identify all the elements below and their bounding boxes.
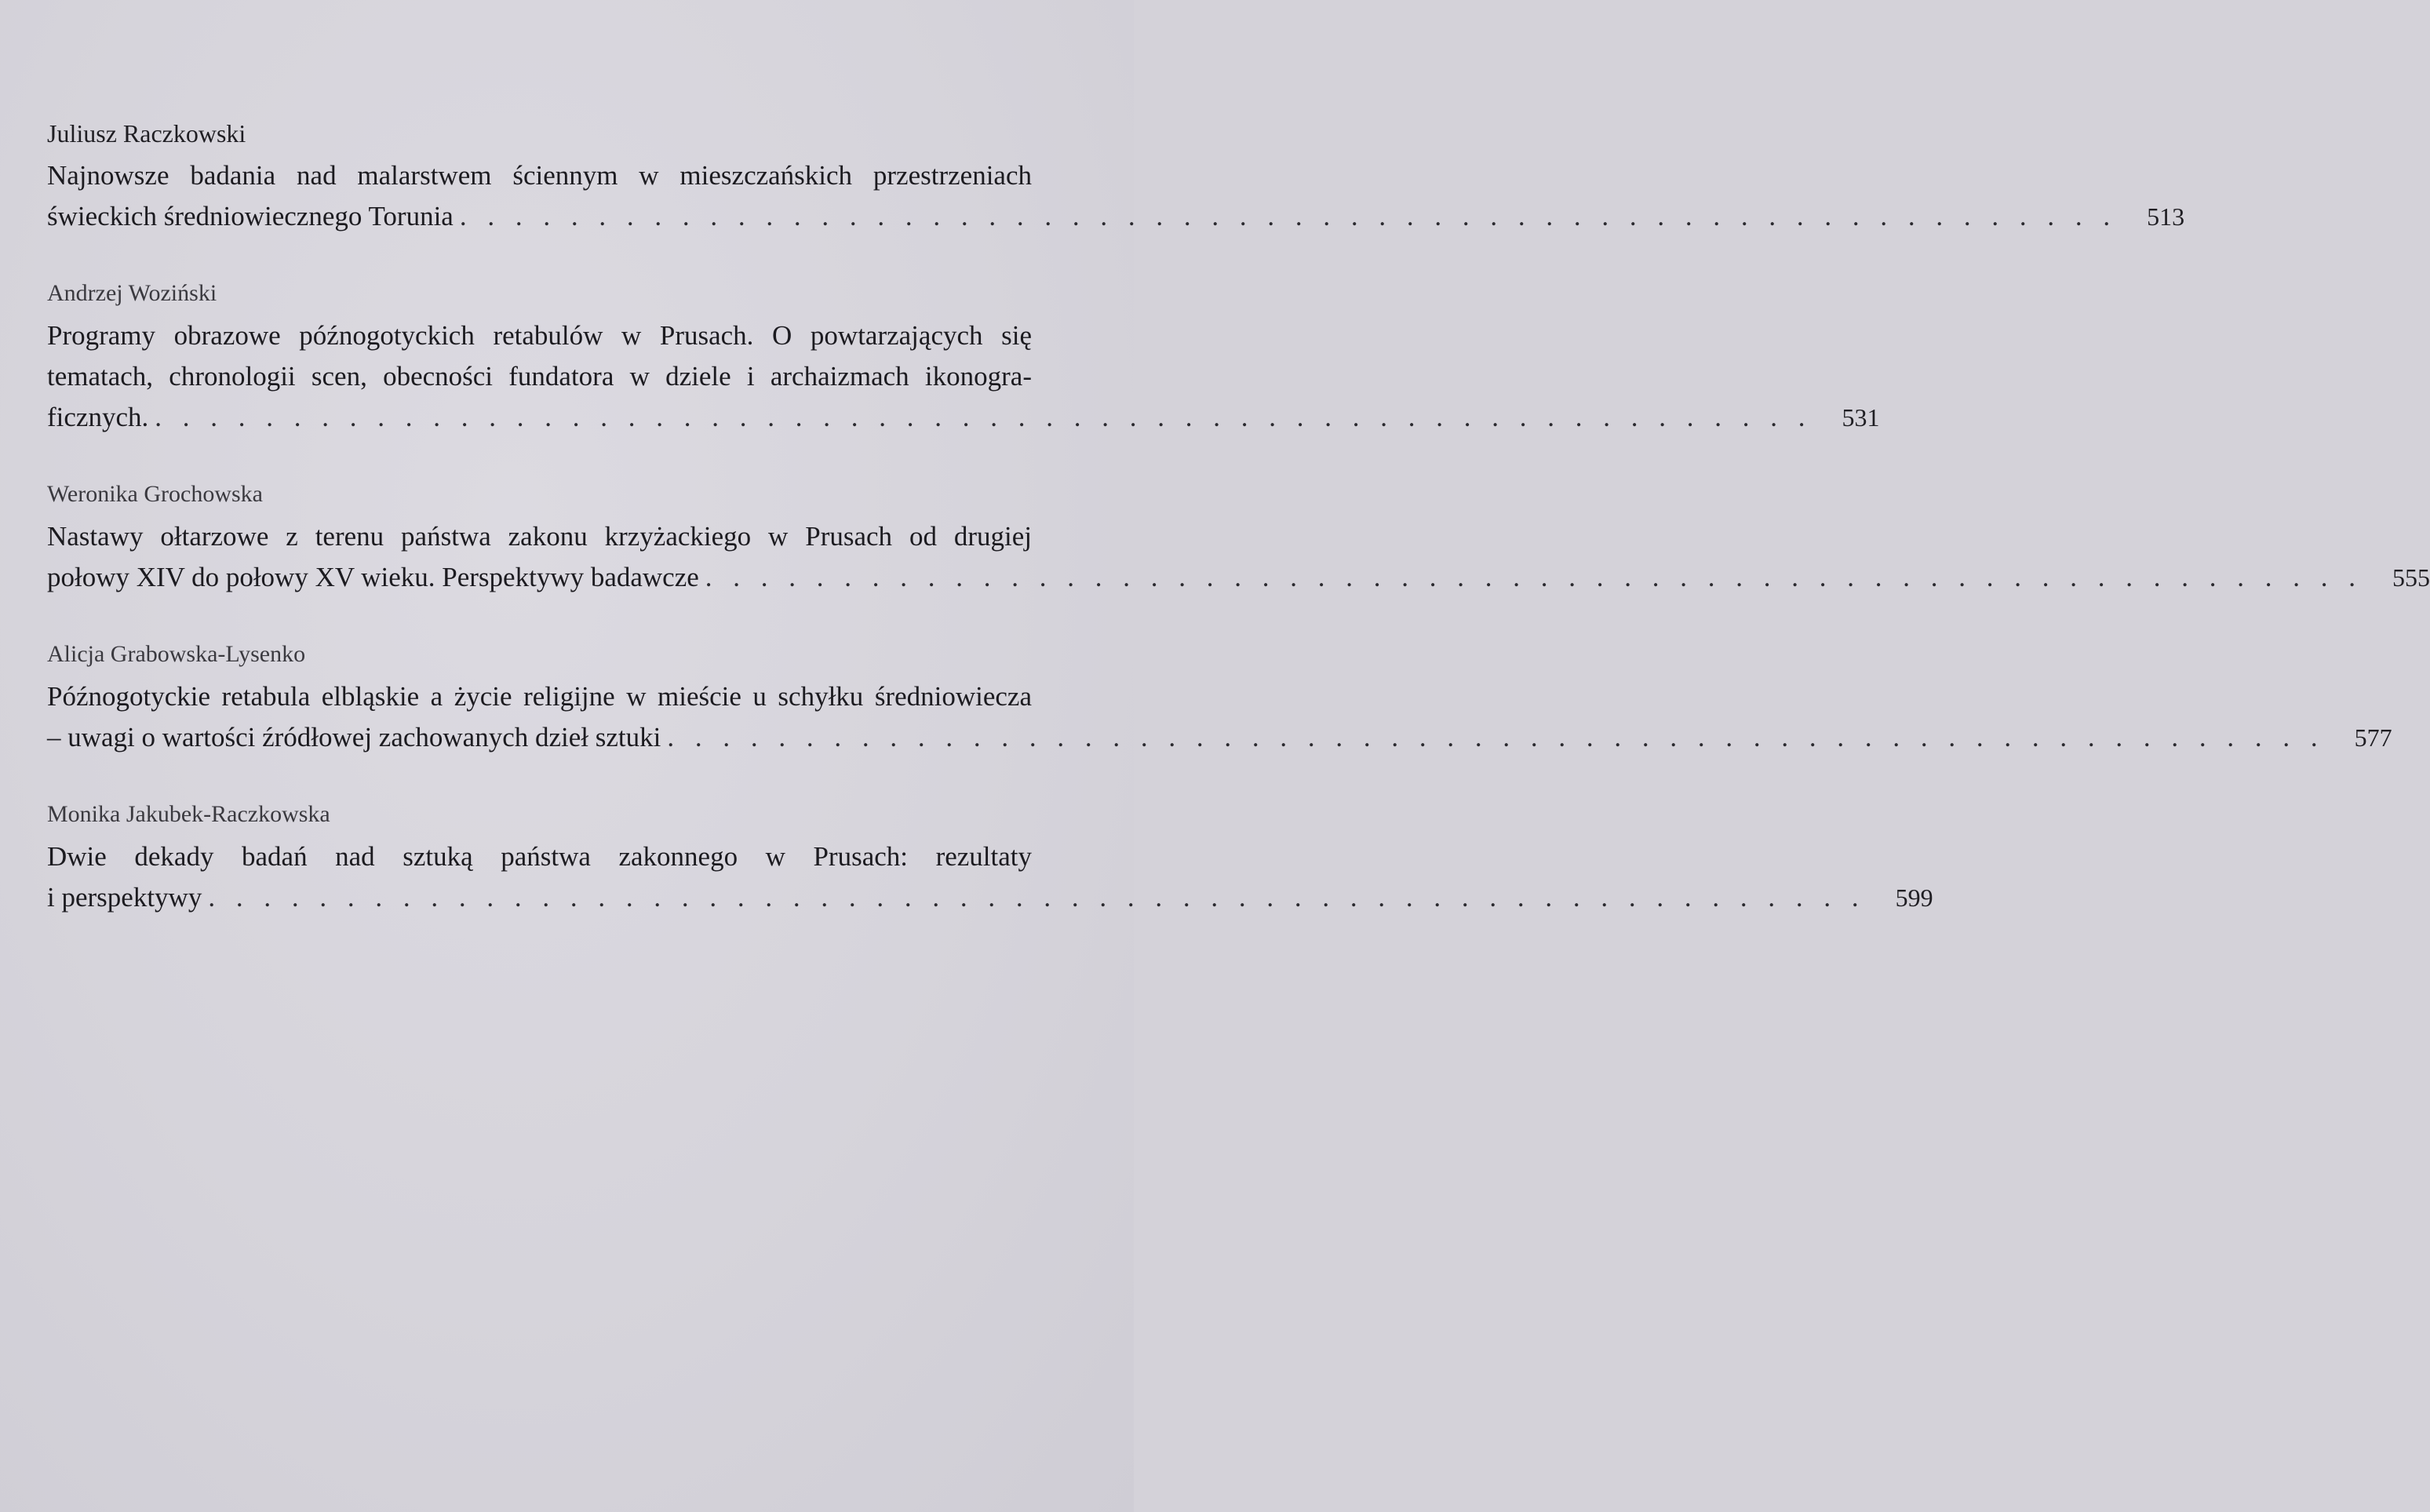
toc-entry [47,799,1933,918]
title-last-line [47,557,2430,598]
toc-entry [47,278,1880,438]
entry-author: Alicja Grabowska-Lysenko [47,641,306,667]
title-line: – uwagi o wartości źródłowej zachowanych dzieł sztuki [47,722,661,752]
entry-title [47,155,1032,196]
title-last-line [47,717,2392,758]
title-last-line [47,877,1933,918]
dot-leader: . . . . . . . . . . . . . . . . . . . . . . . . . . . . . . . . . . . . . . . . . . . . . . . . . . . . . . . . . . . . [667,722,2325,752]
dot-leader: . . . . . . . . . . . . . . . . . . . . . . . . . . . . . . . . . . . . . . . . . . . . . . . . . . . . . . . . . . . . [459,201,2118,231]
entry-author: Juliusz Raczkowski [47,119,246,148]
title-line: połowy XIV do połowy XV wieku. Perspektywy badawcze [47,562,699,592]
title-line: Nastawy ołtarzowe z terenu państwa zakonu krzyżackiego w Prusach od drugiej [47,521,1032,552]
entry-title [47,315,1032,397]
entry-author: Monika Jakubek-Raczkowska [47,801,330,827]
title-line: ficznych. [47,402,149,432]
toc-entry [47,479,2430,598]
title-line: i perspektywy [47,882,202,913]
page-number: 555 [2392,563,2430,592]
title-line: Programy obrazowe późnogotyckich retabulów w Prusach. O powtarzających się [47,320,1032,351]
page-number: 531 [1842,403,1880,432]
entry-author: Weronika Grochowska [47,481,263,507]
entry-title [47,836,1032,877]
toc-entry [47,118,2185,237]
dot-leader: . . . . . . . . . . . . . . . . . . . . . . . . . . . . . . . . . . . . . . . . . . . . . . . . . . . . . . . . . . . . [705,562,2363,592]
title-line: Późnogotyckie retabula elbląskie a życie religijne w mieście u schyłku średniowiecza [47,681,1032,712]
title-line: świeckich średniowiecznego Torunia [47,201,454,231]
entry-author: Andrzej Woziński [47,280,217,306]
toc-entry [47,639,2392,758]
dot-leader: . . . . . . . . . . . . . . . . . . . . . . . . . . . . . . . . . . . . . . . . . . . . . . . . . . . . . . . . . . . . [208,882,1866,913]
table-of-contents [47,118,2430,918]
page-number: 577 [2354,723,2392,752]
page-number: 599 [1895,884,1933,912]
title-last-line [47,196,2185,237]
entry-title [47,676,1032,717]
page-number: 513 [2147,202,2185,231]
dot-leader: . . . . . . . . . . . . . . . . . . . . . . . . . . . . . . . . . . . . . . . . . . . . . . . . . . . . . . . . . . . . [155,402,1812,432]
title-last-line [47,397,1880,438]
title-line: tematach, chronologii scen, obecności fundatora w dziele i archaizmach ikonogra- [47,361,1032,392]
title-line: Dwie dekady badań nad sztuką państwa zakonnego w Prusach: rezultaty [47,841,1032,872]
title-line: Najnowsze badania nad malarstwem ściennym w mieszczańskich przestrzeniach [47,160,1032,191]
entry-title [47,516,1032,557]
